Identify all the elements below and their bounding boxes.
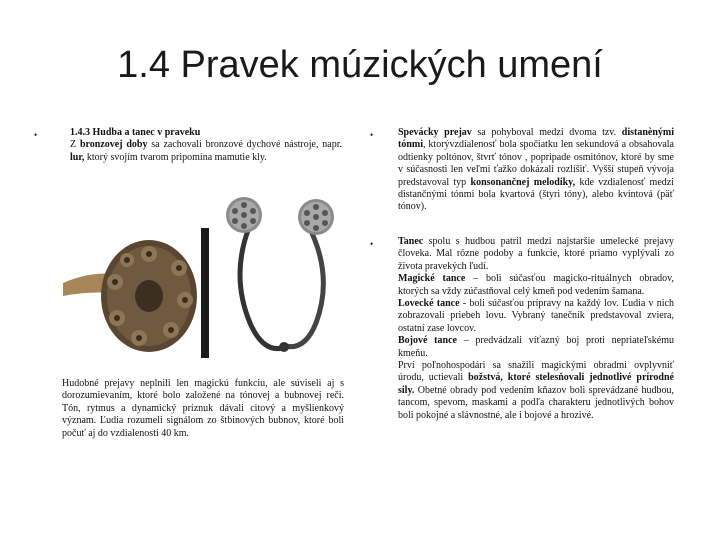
left-intro-text: 1.4.3 Hudba a tanec v praveku Z bronzovej doby sa zachovali bronzové dychové nástroje, napr. lur, ktorý svojím tvarom pripomína mamutie kly.: [70, 127, 342, 163]
right-singing-text: Spevácky prejav sa pohyboval medzi dvoma tzv. distanènými tónmi, ktorývzdialenosť bola spočiatku len sekundová a obsahovala odtienky poltónov, štvrť tónov , popripade osmitónov, ktoré by sme v súčasnosti len veľmi ťažko dokázali rozlíšiť. Vyšší stupeň vývoja predstavoval typ konsonančnej melodiky, kde vzdialenosť medzi distančnými tónmi bola kvartová (štyri tóny), alebo kvintová (päť tónov).: [398, 127, 675, 213]
right-dance-text: Tanec spolu s hudbou patril medzi najstaršie umelecké prejavy človeka. Mal rôzne podoby a funkcie, ktoré priamo vyplývali zo života pravekých ľudí. Magické tance – boli súčasťou magicko-rituálnych obradov, ktorých sa vždy zúčastňoval celý kmeň pod vedením šamana. Lovecké tance - boli súčasťou prípravy na každý lov. Ľudia v nich zobrazovali priebeh lovu. Vybraný tanečník predstavoval zviera, ostatní zase lovcov. Bojové tance – predvádzali víťazný boj proti nepriateľskému kmeňu. Prví poľnohospodári sa snažili magickými obradmi ovplyvniť úrodu, uctievali božstvá, ktoré stelesňovali jednotlivé prírodné sily. Obetné obrady pod vedením kňazov boli sprevádzané hudbou, tancom, spevom, maskami a podľa charakteru jednotlivých bohov boli pokojné a slávnostné, ale i bojové a hrozivé.: [398, 236, 674, 421]
left-caption-text: Hudobné prejavy neplnili len magickú funkciu, ale súviseli aj s dorozumievaním, ktoré bolo založené na tónovej a bubnovej reči. Tón, rytmus a dynamický príznuk dávali citový a myšlienkový význam. Ľudia rozumeli signálom zo štbinových bubnov, ktoré boli počuť aj do vzdialenosti 40 km.: [62, 378, 344, 439]
page-title: 1.4 Pravek múzických umení: [117, 44, 603, 86]
section-heading: 1.4.3 Hudba a tanec v praveku: [70, 127, 201, 138]
bullet-right-1: •: [370, 130, 374, 140]
bullet-right-2: •: [370, 239, 374, 249]
lur-pair-image: [216, 195, 344, 365]
bullet-left: •: [34, 130, 38, 140]
bronze-horn-image: [63, 188, 209, 366]
